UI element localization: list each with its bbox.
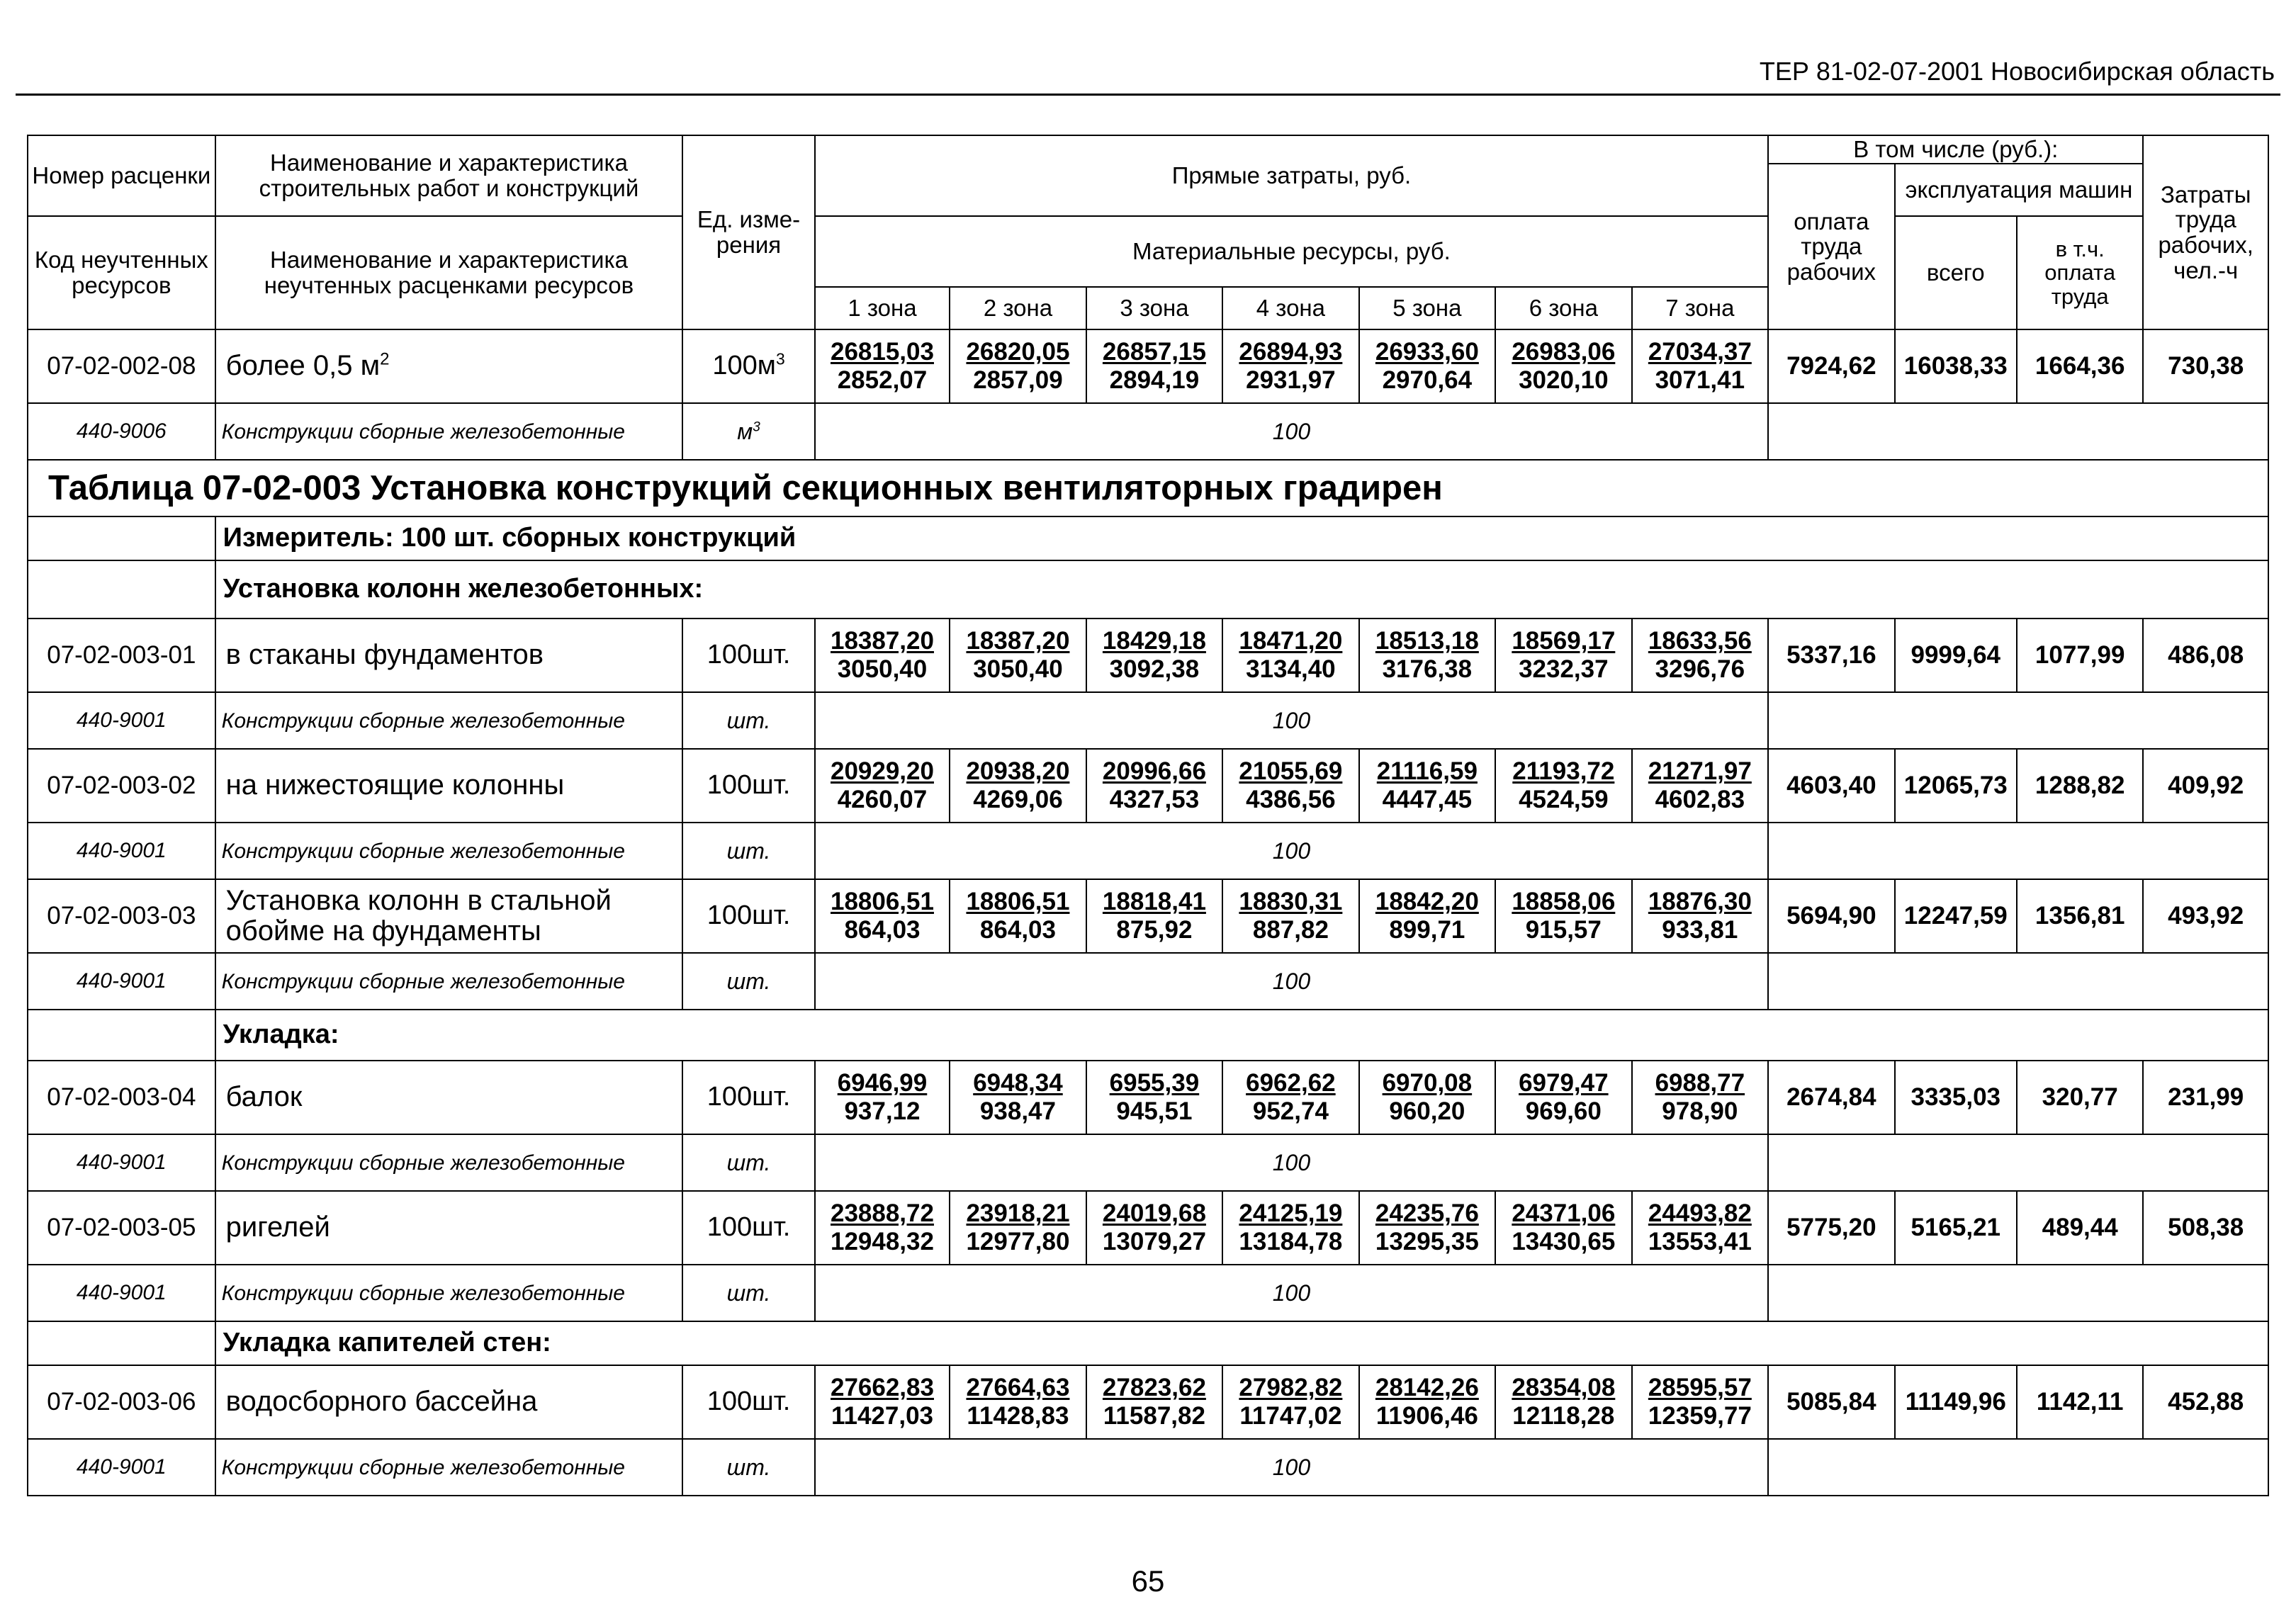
rate-code: 07-02-003-05 xyxy=(28,1191,215,1265)
col-rate-number: Номер расценки xyxy=(28,135,215,216)
table-row xyxy=(28,329,2268,403)
machine-total: 5165,21 xyxy=(1895,1191,2017,1265)
rate-code: 07-02-003-06 xyxy=(28,1365,215,1439)
zone-price: 26933,60 2970,64 xyxy=(1359,329,1495,403)
col-unit: Ед. изме-рения xyxy=(682,135,814,329)
zone-price: 18387,20 3050,40 xyxy=(815,619,950,692)
resource-qty: 100 xyxy=(815,692,1768,749)
rates-table xyxy=(27,135,2269,1496)
zone-price: 24019,68 13079,27 xyxy=(1086,1191,1222,1265)
header-rule xyxy=(16,94,2280,96)
rate-unit: 100шт. xyxy=(682,1191,814,1265)
labor-hours: 493,92 xyxy=(2143,879,2268,953)
rate-name: ригелей xyxy=(215,1191,683,1265)
zone-price: 18806,51 864,03 xyxy=(815,879,950,953)
col-work-name: Наименование и характеристика строительных работ и конструкций xyxy=(215,135,683,216)
resource-unit: шт. xyxy=(682,1439,814,1496)
rate-code: 07-02-003-02 xyxy=(28,749,215,823)
resource-code: 440-9001 xyxy=(28,823,215,879)
empty-cell xyxy=(28,1010,215,1061)
empty-cell xyxy=(28,516,215,560)
machine-labor: 1288,82 xyxy=(2017,749,2143,823)
empty-cell xyxy=(1768,1439,2268,1496)
machine-labor: 489,44 xyxy=(2017,1191,2143,1265)
resource-row xyxy=(28,823,2268,879)
zone-price: 27662,83 11427,03 xyxy=(815,1365,950,1439)
labor-hours: 452,88 xyxy=(2143,1365,2268,1439)
zone-price: 18818,41 875,92 xyxy=(1086,879,1222,953)
zone-price: 18830,31 887,82 xyxy=(1222,879,1358,953)
zone-price: 26983,06 3020,10 xyxy=(1495,329,1631,403)
zone-price: 18471,20 3134,40 xyxy=(1222,619,1358,692)
zone-price: 26820,05 2857,09 xyxy=(950,329,1086,403)
zone-price: 18387,20 3050,40 xyxy=(950,619,1086,692)
resource-code: 440-9001 xyxy=(28,1439,215,1496)
rate-code: 07-02-003-03 xyxy=(28,879,215,953)
resource-qty: 100 xyxy=(815,1439,1768,1496)
section-heading: Установка колонн железобетонных: xyxy=(215,560,2268,619)
col-machine-total: всего xyxy=(1895,216,2017,329)
table-row xyxy=(28,1365,2268,1439)
col-zone: 7 зона xyxy=(1632,287,1769,329)
col-zone: 1 зона xyxy=(815,287,950,329)
col-material-resources: Материальные ресурсы, руб. xyxy=(815,216,1768,287)
zone-price: 23888,72 12948,32 xyxy=(815,1191,950,1265)
col-including: В том числе (руб.): xyxy=(1768,135,2143,164)
rate-name: балок xyxy=(215,1061,683,1134)
machine-total: 16038,33 xyxy=(1895,329,2017,403)
zone-price: 21116,59 4447,45 xyxy=(1359,749,1495,823)
labor-pay: 5337,16 xyxy=(1768,619,1894,692)
zone-price: 18513,18 3176,38 xyxy=(1359,619,1495,692)
labor-pay: 5694,90 xyxy=(1768,879,1894,953)
empty-cell xyxy=(1768,692,2268,749)
col-machine-ops: эксплуатация машин xyxy=(1895,164,2144,216)
machine-total: 11149,96 xyxy=(1895,1365,2017,1439)
empty-cell xyxy=(1768,953,2268,1010)
resource-name: Конструкции сборные железобетонные xyxy=(215,1134,683,1191)
col-machine-labor: в т.ч. оплата труда xyxy=(2017,216,2143,329)
col-labor-pay: оплата труда рабочих xyxy=(1768,164,1894,329)
rate-unit: 100шт. xyxy=(682,619,814,692)
zone-price: 24493,82 13553,41 xyxy=(1632,1191,1769,1265)
zone-price: 27823,62 11587,82 xyxy=(1086,1365,1222,1439)
zone-price: 26894,93 2931,97 xyxy=(1222,329,1358,403)
rate-unit: 100шт. xyxy=(682,879,814,953)
zone-price: 20938,20 4269,06 xyxy=(950,749,1086,823)
empty-cell xyxy=(1768,823,2268,879)
col-resource-code: Код неучтенных ресурсов xyxy=(28,216,215,329)
resource-row xyxy=(28,1439,2268,1496)
zone-price: 18876,30 933,81 xyxy=(1632,879,1769,953)
zone-price: 26815,03 2852,07 xyxy=(815,329,950,403)
resource-unit: шт. xyxy=(682,1265,814,1321)
labor-hours: 508,38 xyxy=(2143,1191,2268,1265)
zone-price: 18633,56 3296,76 xyxy=(1632,619,1769,692)
resource-unit: шт. xyxy=(682,823,814,879)
rate-name: водосборного бассейна xyxy=(215,1365,683,1439)
col-direct-costs: Прямые затраты, руб. xyxy=(815,135,1768,216)
zone-price: 21271,97 4602,83 xyxy=(1632,749,1769,823)
machine-labor: 1077,99 xyxy=(2017,619,2143,692)
table-row xyxy=(28,749,2268,823)
col-zone: 5 зона xyxy=(1359,287,1495,329)
document-header: ТЕР 81-02-07-2001 Новосибирская область xyxy=(1759,57,2275,86)
zone-price: 6962,62 952,74 xyxy=(1222,1061,1358,1134)
resource-name: Конструкции сборные железобетонные xyxy=(215,403,683,460)
machine-total: 9999,64 xyxy=(1895,619,2017,692)
labor-pay: 2674,84 xyxy=(1768,1061,1894,1134)
resource-row xyxy=(28,1265,2268,1321)
labor-pay: 4603,40 xyxy=(1768,749,1894,823)
resource-name: Конструкции сборные железобетонные xyxy=(215,953,683,1010)
empty-cell xyxy=(28,560,215,619)
zone-price: 6988,77 978,90 xyxy=(1632,1061,1769,1134)
resource-code: 440-9001 xyxy=(28,1134,215,1191)
rate-unit: $100м^3$ xyxy=(682,329,814,403)
zone-price: 28142,26 11906,46 xyxy=(1359,1365,1495,1439)
resource-code: 440-9001 xyxy=(28,1265,215,1321)
resource-row xyxy=(28,692,2268,749)
zone-price: 27982,82 11747,02 xyxy=(1222,1365,1358,1439)
section-heading: Укладка: xyxy=(215,1010,2268,1061)
machine-labor: 1142,11 xyxy=(2017,1365,2143,1439)
zone-price: 18858,06 915,57 xyxy=(1495,879,1631,953)
table-row xyxy=(28,879,2268,953)
zone-price: 18842,20 899,71 xyxy=(1359,879,1495,953)
rate-name: в стаканы фундаментов xyxy=(215,619,683,692)
resource-qty: 100 xyxy=(815,953,1768,1010)
zone-price: 24371,06 13430,65 xyxy=(1495,1191,1631,1265)
machine-total: 3335,03 xyxy=(1895,1061,2017,1134)
resource-name: Конструкции сборные железобетонные xyxy=(215,1439,683,1496)
col-zone: 2 зона xyxy=(950,287,1086,329)
machine-labor: 320,77 xyxy=(2017,1061,2143,1134)
machine-total: 12247,59 xyxy=(1895,879,2017,953)
zone-price: 6970,08 960,20 xyxy=(1359,1061,1495,1134)
empty-cell xyxy=(1768,1134,2268,1191)
zone-price: 6979,47 969,60 xyxy=(1495,1061,1631,1134)
zone-price: 26857,15 2894,19 xyxy=(1086,329,1222,403)
rate-unit: 100шт. xyxy=(682,749,814,823)
table-row xyxy=(28,1061,2268,1134)
machine-labor: 1664,36 xyxy=(2017,329,2143,403)
rate-name: Установка колонн в стальной обойме на фундаменты xyxy=(215,879,683,953)
rate-code: 07-02-002-08 xyxy=(28,329,215,403)
resource-code: 440-9001 xyxy=(28,953,215,1010)
empty-cell xyxy=(28,1321,215,1365)
zone-price: 21055,69 4386,56 xyxy=(1222,749,1358,823)
resource-qty: 100 xyxy=(815,403,1768,460)
resource-name: Конструкции сборные железобетонные xyxy=(215,1265,683,1321)
col-zone: 6 зона xyxy=(1495,287,1631,329)
zone-price: 6948,34 938,47 xyxy=(950,1061,1086,1134)
resource-unit: $м^3$ xyxy=(682,403,814,460)
resource-qty: 100 xyxy=(815,823,1768,879)
resource-code: 440-9006 xyxy=(28,403,215,460)
empty-cell xyxy=(1768,1265,2268,1321)
resource-name: Конструкции сборные железобетонные xyxy=(215,823,683,879)
zone-price: 27664,63 11428,83 xyxy=(950,1365,1086,1439)
col-zone: 3 зона xyxy=(1086,287,1222,329)
zone-price: 6955,39 945,51 xyxy=(1086,1061,1222,1134)
labor-hours: 409,92 xyxy=(2143,749,2268,823)
col-labor-hours: Затраты труда рабочих, чел.-ч xyxy=(2143,135,2268,329)
labor-pay: 5085,84 xyxy=(1768,1365,1894,1439)
empty-cell xyxy=(1768,403,2268,460)
machine-labor: 1356,81 xyxy=(2017,879,2143,953)
resource-row xyxy=(28,403,2268,460)
labor-pay: 5775,20 xyxy=(1768,1191,1894,1265)
zone-price: 24125,19 13184,78 xyxy=(1222,1191,1358,1265)
table-row xyxy=(28,619,2268,692)
rate-unit: 100шт. xyxy=(682,1365,814,1439)
zone-price: 20929,20 4260,07 xyxy=(815,749,950,823)
machine-total: 12065,73 xyxy=(1895,749,2017,823)
section-heading: Укладка капителей стен: xyxy=(215,1321,2268,1365)
zone-price: 21193,72 4524,59 xyxy=(1495,749,1631,823)
rate-unit: 100шт. xyxy=(682,1061,814,1134)
resource-row xyxy=(28,953,2268,1010)
col-resource-name: Наименование и характеристика неучтенных расценками ресурсов xyxy=(215,216,683,329)
resource-code: 440-9001 xyxy=(28,692,215,749)
resource-unit: шт. xyxy=(682,1134,814,1191)
zone-price: 23918,21 12977,80 xyxy=(950,1191,1086,1265)
labor-hours: 486,08 xyxy=(2143,619,2268,692)
labor-hours: 730,38 xyxy=(2143,329,2268,403)
col-zone: 4 зона xyxy=(1222,287,1358,329)
meter-label: Измеритель: 100 шт. сборных конструкций xyxy=(215,516,2268,560)
resource-qty: 100 xyxy=(815,1134,1768,1191)
resource-name: Конструкции сборные железобетонные xyxy=(215,692,683,749)
table-title: Таблица 07-02-003 Установка конструкций секционных вентиляторных градирен xyxy=(28,460,2268,516)
rate-name: более 0,5 $м^2$ xyxy=(215,329,683,403)
zone-price: 18569,17 3232,37 xyxy=(1495,619,1631,692)
rate-code: 07-02-003-04 xyxy=(28,1061,215,1134)
zone-price: 20996,66 4327,53 xyxy=(1086,749,1222,823)
rate-name: на нижестоящие колонны xyxy=(215,749,683,823)
resource-row xyxy=(28,1134,2268,1191)
resource-unit: шт. xyxy=(682,953,814,1010)
resource-unit: шт. xyxy=(682,692,814,749)
labor-hours: 231,99 xyxy=(2143,1061,2268,1134)
zone-price: 18806,51 864,03 xyxy=(950,879,1086,953)
table-row xyxy=(28,1191,2268,1265)
labor-pay: 7924,62 xyxy=(1768,329,1894,403)
zone-price: 24235,76 13295,35 xyxy=(1359,1191,1495,1265)
zone-price: 28595,57 12359,77 xyxy=(1632,1365,1769,1439)
zone-price: 18429,18 3092,38 xyxy=(1086,619,1222,692)
zone-price: 27034,37 3071,41 xyxy=(1632,329,1769,403)
page-number: 65 xyxy=(1131,1564,1165,1598)
resource-qty: 100 xyxy=(815,1265,1768,1321)
zone-price: 28354,08 12118,28 xyxy=(1495,1365,1631,1439)
rate-code: 07-02-003-01 xyxy=(28,619,215,692)
zone-price: 6946,99 937,12 xyxy=(815,1061,950,1134)
